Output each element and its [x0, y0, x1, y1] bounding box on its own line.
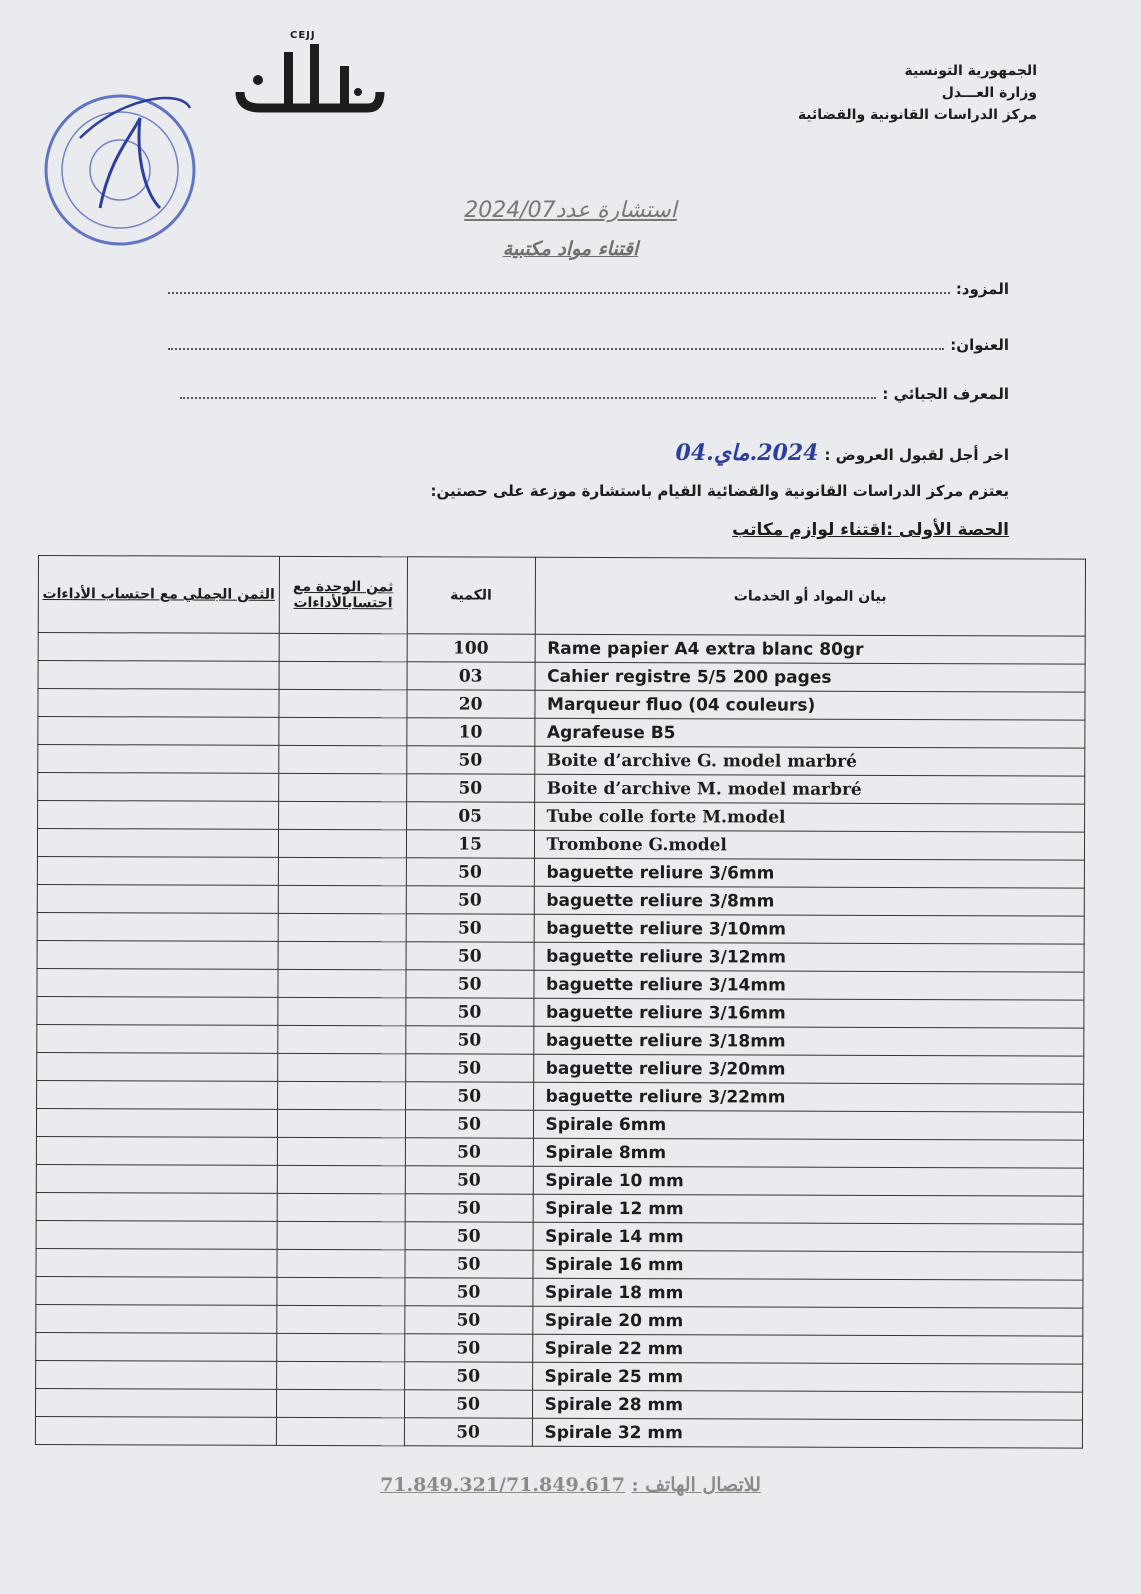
description-cell: Spirale 22 mm: [532, 1334, 1083, 1364]
official-stamp-icon: [40, 78, 210, 253]
description-cell: Spirale 14 mm: [533, 1222, 1084, 1252]
quantity-cell: 50: [405, 1250, 533, 1278]
unit-price-cell: [278, 997, 406, 1025]
description-cell: Trombone G.model: [534, 830, 1085, 860]
unit-price-cell: [279, 661, 407, 689]
total-price-cell: [38, 801, 279, 830]
unit-price-cell: [279, 717, 407, 745]
total-price-cell: [37, 829, 278, 858]
table-row: [36, 1304, 1083, 1336]
quantity-cell: 03: [407, 662, 535, 690]
description-cell: baguette reliure 3/6mm: [534, 858, 1085, 888]
header-center: مركز الدراسات القانونية والقضائية: [797, 107, 1037, 123]
unit-price-cell: [278, 885, 406, 913]
quantity-cell: 50: [405, 1026, 533, 1054]
unit-price-cell: [278, 941, 406, 969]
quantity-cell: 50: [405, 1278, 533, 1306]
description-cell: Spirale 18 mm: [532, 1278, 1083, 1308]
description-cell: baguette reliure 3/18mm: [533, 1026, 1084, 1056]
unit-price-cell: [277, 1053, 405, 1081]
table-row: [38, 689, 1085, 721]
table-row: [37, 940, 1084, 972]
quantity-cell: 50: [406, 774, 534, 802]
table-row: [37, 884, 1084, 916]
unit-price-cell: [276, 1417, 404, 1445]
total-price-cell: [37, 940, 278, 969]
description-cell: baguette reliure 3/10mm: [534, 914, 1085, 944]
table-row: [36, 1192, 1083, 1224]
table-row: [38, 661, 1085, 693]
description-cell: Rame papier A4 extra blanc 80gr: [535, 634, 1086, 664]
quantity-cell: 10: [407, 718, 535, 746]
unit-price-cell: [276, 1389, 404, 1417]
total-price-cell: [38, 633, 279, 662]
description-cell: Tube colle forte M.model: [534, 802, 1085, 832]
quantity-cell: 50: [405, 1054, 533, 1082]
table-row: [36, 1220, 1083, 1252]
description-cell: baguette reliure 3/8mm: [534, 886, 1085, 916]
table-row: [36, 1276, 1083, 1308]
table-row: [37, 912, 1084, 944]
total-price-cell: [37, 1080, 278, 1109]
quantity-cell: 50: [405, 1194, 533, 1222]
description-cell: Spirale 25 mm: [532, 1362, 1083, 1392]
total-price-cell: [37, 1024, 278, 1053]
logo-acronym: CEJJ: [290, 30, 316, 41]
total-price-cell: [36, 1192, 277, 1221]
address-dotted-line: [168, 338, 944, 350]
total-price-cell: [37, 968, 278, 997]
description-cell: baguette reliure 3/22mm: [533, 1082, 1084, 1112]
quantity-cell: 50: [404, 1306, 532, 1334]
table-header-row: [38, 556, 1085, 637]
unit-price-cell: [278, 913, 406, 941]
quantity-cell: 50: [406, 942, 534, 970]
unit-price-cell: [278, 773, 406, 801]
table-row: [36, 1108, 1083, 1140]
quantity-cell: 50: [406, 914, 534, 942]
table-row: [36, 1248, 1083, 1280]
description-cell: Spirale 20 mm: [532, 1306, 1083, 1336]
total-price-cell: [37, 1052, 278, 1081]
unit-price-cell: [278, 801, 406, 829]
address-label: العنوان:: [950, 336, 1009, 354]
quantity-cell: 05: [406, 802, 534, 830]
total-price-cell: [36, 1136, 277, 1165]
total-price-cell: [36, 1304, 277, 1333]
table-row: [36, 1136, 1083, 1168]
total-price-cell: [38, 717, 279, 746]
table-row: [37, 996, 1084, 1028]
total-price-cell: [37, 884, 278, 913]
quantity-cell: 50: [404, 1418, 532, 1446]
total-price-cell: [36, 1276, 277, 1305]
institution-header: [798, 60, 1037, 126]
lot-title: الحصة الأولى :اقتناء لوازم مكاتب: [732, 520, 1009, 540]
total-price-cell: [38, 661, 279, 690]
table-row: [37, 856, 1084, 888]
description-cell: Spirale 28 mm: [532, 1390, 1083, 1420]
total-price-cell: [38, 773, 279, 802]
quantity-cell: 50: [404, 1390, 532, 1418]
unit-price-cell: [278, 857, 406, 885]
description-cell: Boite d’archive G. model marbré: [534, 746, 1085, 776]
table-row: [38, 717, 1085, 749]
description-cell: Spirale 16 mm: [533, 1250, 1084, 1280]
description-cell: Spirale 10 mm: [533, 1166, 1084, 1196]
description-cell: baguette reliure 3/20mm: [533, 1054, 1084, 1084]
table-row: [38, 633, 1085, 665]
supplier-field: [168, 280, 1009, 298]
unit-price-cell: [277, 1277, 405, 1305]
table-row: [37, 1024, 1084, 1056]
description-cell: Agrafeuse B5: [534, 718, 1085, 748]
unit-price-cell: [276, 1333, 404, 1361]
table-row: [36, 1164, 1083, 1196]
unit-price-cell: [277, 1305, 405, 1333]
description-cell: Spirale 32 mm: [532, 1418, 1083, 1448]
logo-mark-icon: [228, 30, 388, 130]
unit-price-cell: [277, 1025, 405, 1053]
quantity-cell: 50: [405, 1082, 533, 1110]
total-price-cell: [36, 1164, 277, 1193]
quantity-cell: 50: [406, 858, 534, 886]
tax-id-field: [180, 385, 1009, 403]
table-row: [35, 1388, 1082, 1420]
quantity-cell: 100: [407, 634, 535, 662]
table-row: [38, 773, 1085, 805]
total-price-cell: [37, 912, 278, 941]
table-row: [36, 1360, 1083, 1392]
address-field: [168, 336, 1009, 354]
header-unit-price: ثمن الوحدة مع احتسابالأداءات: [279, 556, 407, 633]
description-cell: Boite d’archive M. model marbré: [534, 774, 1085, 804]
description-cell: baguette reliure 3/12mm: [534, 942, 1085, 972]
footer-phones: 71.849.321/71.849.617: [380, 1474, 625, 1496]
description-cell: baguette reliure 3/16mm: [533, 998, 1084, 1028]
deadline-line: [676, 440, 1009, 466]
tax-id-label: المعرف الجبائي :: [882, 385, 1009, 403]
description-cell: Spirale 6mm: [533, 1110, 1084, 1140]
total-price-cell: [36, 1332, 277, 1361]
table-row: [37, 829, 1084, 861]
table-row: [38, 801, 1085, 833]
items-table: [35, 555, 1086, 1449]
table-row: [37, 1080, 1084, 1112]
total-price-cell: [36, 1220, 277, 1249]
quantity-cell: 50: [406, 998, 534, 1026]
total-price-cell: [38, 689, 279, 718]
total-price-cell: [38, 745, 279, 774]
total-price-cell: [37, 856, 278, 885]
description-cell: Marqueur fluo (04 couleurs): [534, 690, 1085, 720]
quantity-cell: 50: [404, 1334, 532, 1362]
quantity-cell: 50: [405, 1138, 533, 1166]
cejj-logo: [228, 30, 388, 130]
table-row: [36, 1332, 1083, 1364]
total-price-cell: [35, 1416, 276, 1445]
quantity-cell: 50: [406, 746, 534, 774]
description-cell: Spirale 8mm: [533, 1138, 1084, 1168]
unit-price-cell: [277, 1193, 405, 1221]
consultation-subject: اقتناء مواد مكتبية: [502, 238, 639, 260]
unit-price-cell: [279, 633, 407, 661]
consultation-number: استشارة عدد2024/07: [464, 198, 677, 223]
total-price-cell: [36, 1248, 277, 1277]
quantity-cell: 20: [407, 690, 535, 718]
total-price-cell: [36, 1360, 277, 1389]
description-cell: baguette reliure 3/14mm: [534, 970, 1085, 1000]
header-country: الجمهورية التونسية: [904, 63, 1037, 79]
description-cell: Cahier registre 5/5 200 pages: [535, 662, 1086, 692]
quantity-cell: 50: [405, 1166, 533, 1194]
header-ministry: وزارة العـــدل: [941, 85, 1037, 101]
total-price-cell: [35, 1388, 276, 1417]
total-price-cell: [36, 1108, 277, 1137]
deadline-handwritten-date: 2024.ماي.04: [675, 440, 819, 466]
quantity-cell: 50: [405, 1110, 533, 1138]
header-quantity: الكمية: [407, 557, 535, 634]
unit-price-cell: [279, 689, 407, 717]
table-row: [38, 745, 1085, 777]
unit-price-cell: [276, 1361, 404, 1389]
total-price-cell: [37, 996, 278, 1025]
header-total-price: الثمن الجملي مع احتساب الأداءات: [38, 556, 279, 634]
supplier-label: المزود:: [955, 280, 1009, 298]
unit-price-cell: [278, 829, 406, 857]
quantity-cell: 50: [406, 886, 534, 914]
quantity-cell: 15: [406, 830, 534, 858]
unit-price-cell: [277, 1249, 405, 1277]
unit-price-cell: [278, 969, 406, 997]
unit-price-cell: [277, 1165, 405, 1193]
footer-label: للاتصال الهاتف :: [631, 1474, 761, 1496]
unit-price-cell: [277, 1109, 405, 1137]
supplier-dotted-line: [168, 282, 950, 294]
table-row: [35, 1416, 1082, 1448]
header-description: بيان المواد أو الخدمات: [535, 557, 1086, 636]
unit-price-cell: [278, 745, 406, 773]
unit-price-cell: [277, 1081, 405, 1109]
quantity-cell: 50: [404, 1362, 532, 1390]
unit-price-cell: [277, 1137, 405, 1165]
unit-price-cell: [277, 1221, 405, 1249]
intro-text: يعتزم مركز الدراسات القانونية والقضائية القيام باستشارة موزعة على حصتين:: [430, 482, 1009, 500]
table-row: [37, 968, 1084, 1000]
quantity-cell: 50: [405, 1222, 533, 1250]
quantity-cell: 50: [406, 970, 534, 998]
contact-footer: [0, 1474, 1141, 1496]
deadline-label: اخر أجل لقبول العروض :: [824, 446, 1009, 464]
tax-id-dotted-line: [180, 387, 876, 399]
table-row: [37, 1052, 1084, 1084]
description-cell: Spirale 12 mm: [533, 1194, 1084, 1224]
